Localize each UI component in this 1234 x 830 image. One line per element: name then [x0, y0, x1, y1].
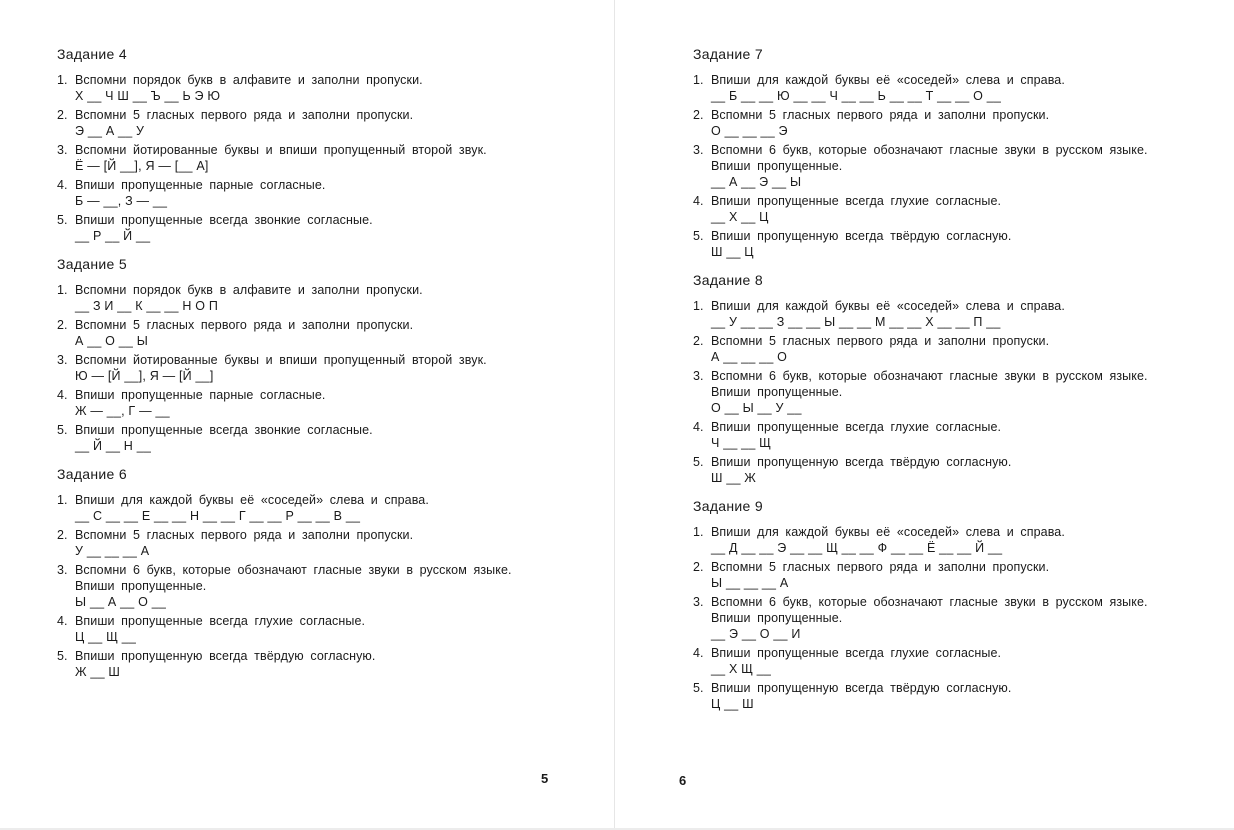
exercise-answer: Ю — [Й __], Я — [Й __] — [75, 369, 214, 383]
exercise-text: Вспомни 6 букв, которые обозначают гласные звуки в русском языке. — [711, 369, 1148, 383]
exercise-text: Вспомни йотированные буквы и впиши пропущенный второй звук. — [75, 143, 487, 157]
exercise-5 — [57, 212, 577, 244]
exercise-2 — [57, 527, 577, 559]
exercise-number: 3. — [693, 143, 704, 157]
exercise-text: Впиши пропущенные всегда звонкие согласные. — [75, 213, 373, 227]
exercise-answer: __ Х Щ __ — [711, 662, 772, 676]
exercise-text: Вспомни 5 гласных первого ряда и заполни пропуски. — [711, 108, 1050, 122]
task-9 — [693, 498, 1213, 712]
exercise-answer: Э __ А __ У — [75, 124, 145, 138]
exercise-2 — [693, 559, 1213, 591]
left-page — [0, 0, 615, 830]
exercise-answer: Ы __ __ __ А — [711, 576, 789, 590]
exercise-number: 2. — [693, 108, 704, 122]
exercise-text: Впиши пропущенные всегда звонкие согласные. — [75, 423, 373, 437]
exercise-text: Вспомни йотированные буквы и впиши пропущенный второй звук. — [75, 353, 487, 367]
task-title: Задание 9 — [693, 498, 763, 514]
exercise-number: 3. — [57, 143, 68, 157]
exercise-text: Вспомни 5 гласных первого ряда и заполни пропуски. — [711, 560, 1050, 574]
exercise-4 — [57, 387, 577, 419]
exercise-answer: У __ __ __ А — [75, 544, 150, 558]
task-title: Задание 8 — [693, 272, 763, 288]
exercise-text: Впиши для каждой буквы её «соседей» слева и справа. — [711, 73, 1065, 87]
exercise-text: Вспомни 5 гласных первого ряда и заполни пропуски. — [75, 108, 414, 122]
exercise-number: 2. — [693, 560, 704, 574]
exercise-answer: Ы __ А __ О __ — [75, 595, 167, 609]
exercise-number: 1. — [693, 525, 704, 539]
exercise-number: 1. — [57, 73, 68, 87]
exercise-answer: __ Й __ Н __ — [75, 439, 152, 453]
exercise-2 — [693, 333, 1213, 365]
exercise-5 — [693, 228, 1213, 260]
task-title: Задание 4 — [57, 46, 127, 62]
exercise-text: Впиши пропущенную всегда твёрдую согласную. — [711, 229, 1012, 243]
exercise-number: 1. — [57, 493, 68, 507]
exercise-1 — [693, 524, 1213, 556]
task-title: Задание 5 — [57, 256, 127, 272]
exercise-text: Впиши пропущенные всегда глухие согласные. — [711, 646, 1002, 660]
exercise-answer: Ц __ Щ __ — [75, 630, 136, 644]
exercise-text: Впиши пропущенные парные согласные. — [75, 388, 326, 402]
exercise-number: 5. — [693, 455, 704, 469]
exercise-number: 4. — [693, 194, 704, 208]
exercise-number: 2. — [57, 108, 68, 122]
exercise-number: 5. — [57, 213, 68, 227]
exercise-number: 2. — [693, 334, 704, 348]
exercise-number: 5. — [693, 229, 704, 243]
exercise-number: 2. — [57, 528, 68, 542]
task-8 — [693, 272, 1213, 486]
exercise-1 — [57, 492, 577, 524]
exercise-text: Вспомни 5 гласных первого ряда и заполни пропуски. — [75, 318, 414, 332]
exercise-2 — [57, 317, 577, 349]
exercise-2 — [693, 107, 1213, 139]
exercise-3 — [693, 594, 1213, 642]
exercise-answer: Ш __ Ц — [711, 245, 754, 259]
exercise-answer: __ Х __ Ц — [711, 210, 769, 224]
exercise-answer: __ Д __ __ Э __ __ Щ __ __ Ф __ __ Ё __ __ Й __ — [711, 541, 1003, 555]
exercise-4 — [693, 193, 1213, 225]
exercise-text-extra: Впиши пропущенные. — [75, 579, 207, 593]
exercise-number: 3. — [693, 595, 704, 609]
exercise-text: Впиши пропущенную всегда твёрдую согласную. — [711, 455, 1012, 469]
exercise-text: Впиши пропущенную всегда твёрдую согласную. — [711, 681, 1012, 695]
exercise-answer: Х __ Ч Ш __ Ъ __ Ь Э Ю — [75, 89, 221, 103]
exercise-answer: __ А __ Э __ Ы — [711, 175, 802, 189]
exercise-text: Впиши пропущенные парные согласные. — [75, 178, 326, 192]
exercise-text: Впиши пропущенные всегда глухие согласные. — [711, 420, 1002, 434]
exercise-1 — [57, 72, 577, 104]
exercise-number: 5. — [57, 649, 68, 663]
exercise-answer: __ Б __ __ Ю __ __ Ч __ __ Ь __ __ Т __ __ О __ — [711, 89, 1002, 103]
exercise-5 — [693, 680, 1213, 712]
exercise-4 — [693, 419, 1213, 451]
task-4 — [57, 46, 577, 244]
exercise-text-extra: Впиши пропущенные. — [711, 611, 843, 625]
exercise-4 — [693, 645, 1213, 677]
exercise-number: 4. — [693, 420, 704, 434]
exercise-answer: А __ __ __ О — [711, 350, 788, 364]
exercise-number: 4. — [57, 178, 68, 192]
exercise-number: 1. — [57, 283, 68, 297]
task-title: Задание 6 — [57, 466, 127, 482]
exercise-answer: Ш __ Ж — [711, 471, 757, 485]
exercise-4 — [57, 177, 577, 209]
exercise-3 — [693, 142, 1213, 190]
exercise-1 — [57, 282, 577, 314]
exercise-answer: О __ __ __ Э — [711, 124, 788, 138]
exercise-answer: __ С __ __ Е __ __ Н __ __ Г __ __ Р __ __ В __ — [75, 509, 361, 523]
exercise-number: 4. — [57, 614, 68, 628]
exercise-3 — [693, 368, 1213, 416]
right-page — [615, 0, 1234, 830]
exercise-number: 1. — [693, 299, 704, 313]
exercise-answer: Ц __ Ш — [711, 697, 754, 711]
exercise-answer: Ж __ Ш — [75, 665, 121, 679]
exercise-answer: Ч __ __ Щ — [711, 436, 772, 450]
exercise-text-extra: Впиши пропущенные. — [711, 159, 843, 173]
task-title: Задание 7 — [693, 46, 763, 62]
exercise-1 — [693, 72, 1213, 104]
exercise-text: Вспомни порядок букв в алфавите и заполни пропуски. — [75, 73, 423, 87]
right-column — [693, 46, 1213, 724]
exercise-number: 1. — [693, 73, 704, 87]
exercise-text: Впиши для каждой буквы её «соседей» слева и справа. — [711, 299, 1065, 313]
exercise-answer: __ Э __ О __ И — [711, 627, 801, 641]
exercise-5 — [693, 454, 1213, 486]
page-number: 6 — [679, 773, 687, 788]
exercise-answer: Ё — [Й __], Я — [__ А] — [75, 159, 209, 173]
exercise-text: Вспомни 5 гласных первого ряда и заполни пропуски. — [75, 528, 414, 542]
exercise-answer: Ж — __, Г — __ — [75, 404, 170, 418]
exercise-number: 3. — [57, 353, 68, 367]
exercise-number: 5. — [57, 423, 68, 437]
exercise-text: Впиши для каждой буквы её «соседей» слева и справа. — [711, 525, 1065, 539]
left-column — [57, 46, 577, 692]
exercise-text: Вспомни 6 букв, которые обозначают гласные звуки в русском языке. — [711, 595, 1148, 609]
exercise-answer: __ У __ __ З __ __ Ы __ __ М __ __ Х __ __ П __ — [711, 315, 1001, 329]
exercise-4 — [57, 613, 577, 645]
exercise-number: 2. — [57, 318, 68, 332]
page-number: 5 — [541, 771, 549, 786]
exercise-number: 5. — [693, 681, 704, 695]
exercise-text: Впиши пропущенные всегда глухие согласные. — [75, 614, 366, 628]
exercise-number: 4. — [693, 646, 704, 660]
exercise-2 — [57, 107, 577, 139]
exercise-answer: А __ О __ Ы — [75, 334, 149, 348]
exercise-text-extra: Впиши пропущенные. — [711, 385, 843, 399]
exercise-answer: Б — __, З — __ — [75, 194, 168, 208]
task-6 — [57, 466, 577, 680]
exercise-3 — [57, 142, 577, 174]
exercise-text: Впиши пропущенную всегда твёрдую согласную. — [75, 649, 376, 663]
exercise-text: Вспомни 5 гласных первого ряда и заполни пропуски. — [711, 334, 1050, 348]
exercise-1 — [693, 298, 1213, 330]
exercise-3 — [57, 352, 577, 384]
exercise-text: Вспомни 6 букв, которые обозначают гласные звуки в русском языке. — [75, 563, 512, 577]
exercise-5 — [57, 648, 577, 680]
task-7 — [693, 46, 1213, 260]
exercise-5 — [57, 422, 577, 454]
task-5 — [57, 256, 577, 454]
exercise-text: Вспомни 6 букв, которые обозначают гласные звуки в русском языке. — [711, 143, 1148, 157]
exercise-answer: __ Р __ Й __ — [75, 229, 151, 243]
exercise-answer: О __ Ы __ У __ — [711, 401, 802, 415]
exercise-text: Впиши пропущенные всегда глухие согласные. — [711, 194, 1002, 208]
exercise-text: Вспомни порядок букв в алфавите и заполни пропуски. — [75, 283, 423, 297]
exercise-number: 3. — [693, 369, 704, 383]
exercise-text: Впиши для каждой буквы её «соседей» слева и справа. — [75, 493, 429, 507]
exercise-number: 3. — [57, 563, 68, 577]
exercise-number: 4. — [57, 388, 68, 402]
exercise-3 — [57, 562, 577, 610]
exercise-answer: __ З И __ К __ __ Н О П — [75, 299, 219, 313]
